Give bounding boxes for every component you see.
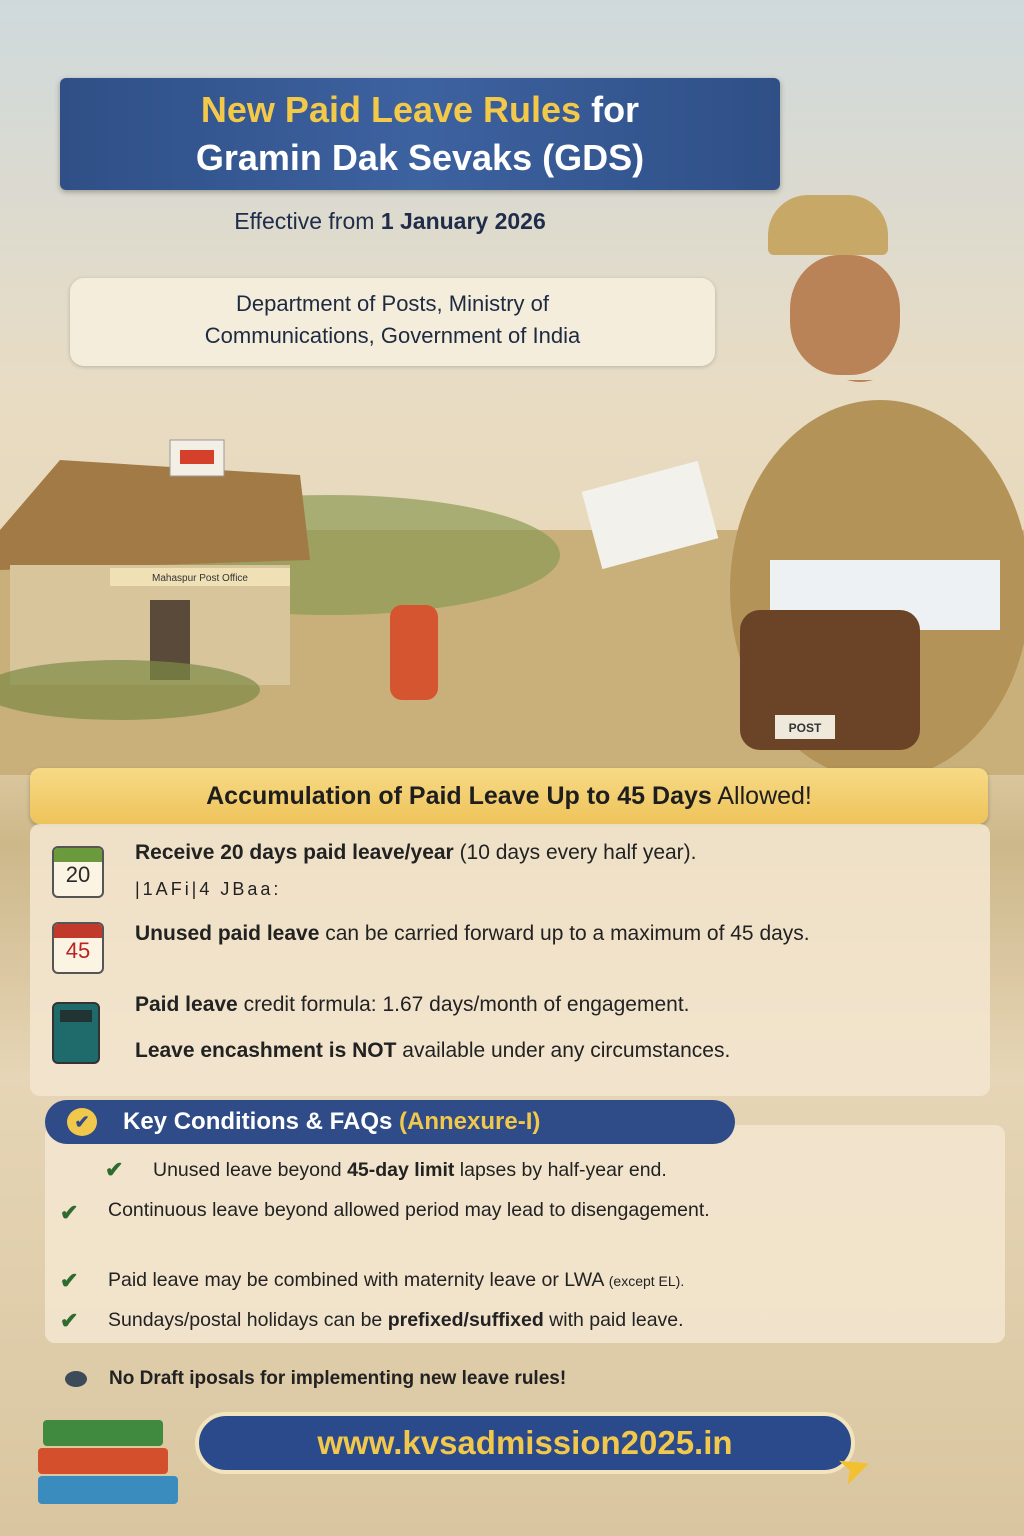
condition-item	[153, 1155, 667, 1185]
item-bold: Receive 20 days paid leave/year	[135, 841, 454, 864]
condition-text-end: with paid leave.	[543, 1309, 684, 1331]
item-text: credit formula: 1.67 days/month of engagement.	[237, 993, 690, 1016]
conditions-panel	[45, 1125, 1005, 1343]
post-box	[390, 605, 438, 700]
list-item	[135, 1036, 730, 1066]
postman-face	[808, 380, 912, 382]
effective-date-value: 1 January 2026	[380, 208, 546, 234]
calendar-number: 45	[65, 938, 91, 963]
list-item	[135, 838, 697, 868]
department-line1: Department of Posts, Ministry of	[236, 291, 549, 316]
village-post-office-illustration	[0, 380, 1024, 775]
title-highlight: New Paid Leave Rules	[200, 89, 582, 130]
department-box	[70, 278, 715, 366]
list-item	[135, 990, 690, 1020]
condition-text: Continuous leave beyond allowed period may lead to disengagement.	[108, 1199, 710, 1221]
check-icon: ✔	[60, 1268, 79, 1293]
check-icon: ✔	[60, 1308, 79, 1333]
books-icon	[38, 1420, 178, 1508]
conditions-banner	[45, 1100, 735, 1144]
department-line2: Communications, Government of India	[204, 323, 581, 348]
accumulation-banner	[30, 768, 988, 824]
website-link[interactable]: www.kvsadmission2025.in	[195, 1412, 855, 1474]
condition-text: Paid leave may be combined with maternity leave or LWA	[108, 1269, 609, 1291]
list-item	[135, 919, 965, 949]
postman-head	[790, 255, 900, 375]
title-line2: Gramin Dak Sevaks (GDS)	[195, 137, 645, 178]
accumulation-banner-bold: Accumulation of Paid Leave Up to 45 Days	[206, 782, 712, 810]
item-text: can be carried forward up to a maximum of 45 days.	[319, 922, 810, 945]
check-circle-icon: ✔	[67, 1108, 97, 1136]
bullet-icon	[65, 1371, 87, 1387]
condition-text-end: lapses by half-year end.	[454, 1159, 667, 1181]
calendar-number: 20	[65, 862, 91, 887]
title-banner	[60, 78, 780, 190]
condition-text: Unused leave beyond	[153, 1159, 348, 1181]
conditions-annex: (Annexure-I)	[399, 1108, 541, 1135]
note	[65, 1368, 566, 1390]
title-for: for	[581, 89, 640, 130]
post-office-sign-text: Mahaspur Post Office	[152, 573, 248, 584]
calendar-45-icon	[52, 922, 104, 974]
post-logo-icon	[180, 450, 214, 464]
book-red	[38, 1448, 168, 1474]
calculator-icon	[52, 1002, 100, 1064]
item-text: available under any circumstances.	[396, 1039, 731, 1062]
check-icon: ✔	[60, 1200, 79, 1225]
condition-bold: 45-day limit	[347, 1159, 455, 1181]
condition-item	[108, 1195, 828, 1225]
item-text: (10 days every half year).	[453, 841, 697, 864]
note-text: No Draft iposals for implementing new leave rules!	[109, 1368, 567, 1389]
condition-bold: prefixed/suffixed	[387, 1309, 544, 1331]
hut-roof	[0, 460, 310, 570]
effective-prefix: Effective from	[234, 208, 381, 234]
conditions-title: Key Conditions & FAQs	[123, 1108, 400, 1135]
item-bold: Paid leave	[135, 993, 238, 1016]
item-bold: Unused paid leave	[135, 922, 320, 945]
condition-text: Sundays/postal holidays can be	[108, 1309, 388, 1331]
item-bold: Leave encashment is NOT	[135, 1039, 397, 1062]
cursor-icon: ➤	[831, 1441, 879, 1495]
calculator-screen	[60, 1010, 92, 1022]
check-icon: ✔	[105, 1157, 124, 1182]
condition-item	[108, 1305, 684, 1335]
condition-item	[108, 1265, 684, 1296]
postman-cap	[768, 195, 888, 255]
effective-date	[0, 208, 780, 235]
bag-label-text: POST	[788, 721, 822, 735]
calendar-20-icon	[52, 846, 104, 898]
accumulation-panel	[30, 824, 990, 1096]
book-blue	[38, 1476, 178, 1504]
garbled-text: |1AFi|4 JBaa:	[135, 879, 282, 899]
book-green	[43, 1420, 163, 1446]
accumulation-banner-rest: Allowed!	[711, 782, 812, 810]
condition-text-end: (except EL).	[608, 1273, 685, 1289]
